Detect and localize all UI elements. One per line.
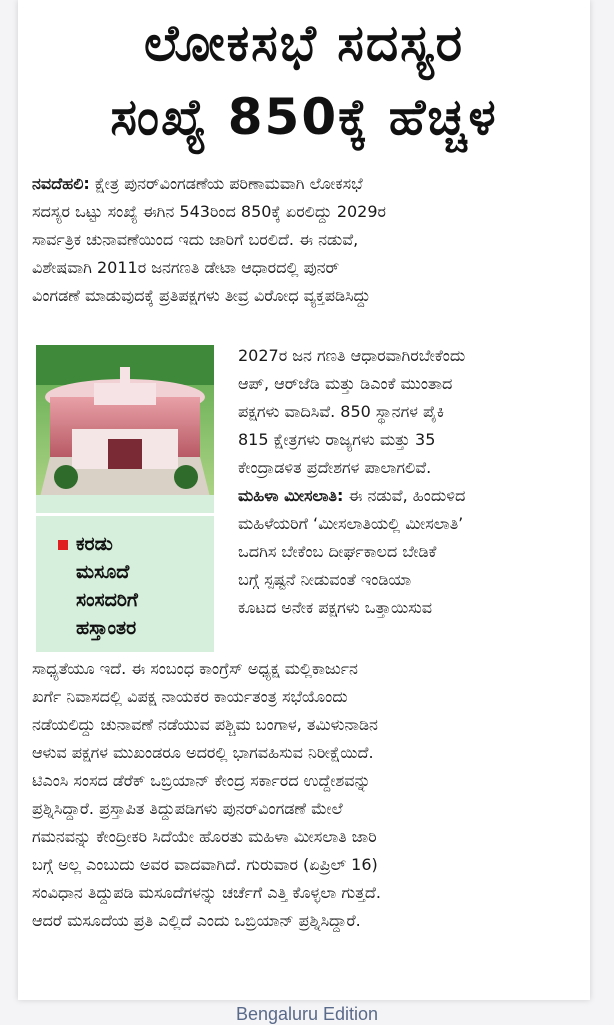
article-line: ಬಗ್ಗೆ ಸ್ಪಷ್ಟನೆ ನೀಡುವಂತೆ ಇಂಡಿಯಾ (238, 570, 412, 589)
article-line: ಆಪ್, ಆರ್‌ಜೆಡಿ ಮತ್ತು ಡಿಎಂಕೆ ಮುಂತಾದ (238, 374, 453, 393)
article-line: ಒದಗಿಸ ಬೇಕೆಂಬ ದೀರ್ಘಕಾಲದ ಬೇಡಿಕೆ (238, 542, 437, 561)
headline-line-2: ಸಂಖ್ಯೆ 850ಕ್ಕೆ ಹೆಚ್ಚಳ (110, 88, 498, 146)
article-line: 2027ರ ಜನ ಗಣತಿ ಆಧಾರವಾಗಿರಬೇಕೆಂದು (238, 346, 466, 365)
article-line: ಕೇಂದ್ರಾಡಳಿತ ಪ್ರದೇಶಗಳ ಪಾಲಾಗಲಿವೆ. (238, 458, 432, 477)
article-line: ಕೂಟದ ಅನೇಕ ಪಕ್ಷಗಳು ಒತ್ತಾಯಿಸುವ (238, 598, 432, 617)
article-line: ಗಮನವನ್ನು ಕೇಂದ್ರೀಕರಿ ಸಿದೆಯೇ ಹೊರತು ಮಹಿಳಾ ಮೀಸಲಾತಿ ಜಾರಿ (32, 827, 377, 846)
article-intro (32, 170, 570, 310)
article-line: ವಿಂಗಡಣೆ ಮಾಡುವುದಕ್ಕೆ ಪ್ರತಿಪಕ್ಷಗಳು ತೀವ್ರ ವಿರೋಧ ವ್ಯಕ್ತಪಡಿಸಿದ್ದು (32, 286, 371, 305)
article-line: ವಿಶೇಷವಾಗಿ 2011ರ ಜನಗಣತಿ ಡೇಟಾ ಆಧಾರದಲ್ಲಿ ಪುನರ್ (32, 258, 340, 277)
article-line: ಸಾರ್ವತ್ರಿಕ ಚುನಾವಣೆಯಿಂದ ಇದು ಜಾರಿಗೆ ಬರಲಿದೆ. ಈ ನಡುವೆ, (32, 230, 359, 249)
dateline: ನವದೆಹಲಿ: (32, 174, 90, 193)
article-line: ನಡೆಯಲಿದ್ದು ಚುನಾವಣೆ ನಡೆಯುವ ಪಶ್ಚಿಮ ಬಂಗಾಳ, ತಮಿಳುನಾಡಿನ (32, 715, 378, 734)
article-line: ಆದರೆ ಮಸೂದೆಯ ಪ್ರತಿ ಎಲ್ಲಿದೆ ಎಂದು ಒಬ್ರಿಯಾನ್ ಪ್ರಶ್ನಿಸಿದ್ದಾರೆ. (32, 911, 361, 930)
callout-text (76, 530, 210, 642)
article-line: ಖರ್ಗೆ ನಿವಾಸದಲ್ಲಿ ವಿಪಕ್ಷ ನಾಯಕರ ಕಾರ್ಯತಂತ್ರ ಸಭೆಯೊಂದು (32, 687, 348, 706)
article-line-text: ಕ್ಷೇತ್ರ ಪುನರ್‌ವಿಂಗಡಣೆಯ ಪರಿಣಾಮವಾಗಿ ಲೋಕಸಭೆ (89, 174, 363, 193)
article-line: ಬಗ್ಗೆ ಅಲ್ಲ ಎಂಬುದು ಅವರ ವಾದವಾಗಿದೆ. ಗುರುವಾರ (ಏಪ್ರಿಲ್ 16) (32, 855, 378, 874)
article-body-bottom (32, 655, 570, 935)
subhead: ಮಹಿಳಾ ಮೀಸಲಾತಿ: (238, 486, 344, 505)
article-line: 815 ಕ್ಷೇತ್ರಗಳು ರಾಜ್ಯಗಳು ಮತ್ತು 35 (238, 430, 436, 449)
callout-line: ಮಸೂದೆ (76, 561, 130, 583)
article-line: ಸದಸ್ಯರ ಒಟ್ಟು ಸಂಖ್ಯೆ ಈಗಿನ 543ರಿಂದ 850ಕ್ಕೆ ಏರಲಿದ್ದು 2029ರ (32, 202, 387, 221)
article-line: ಪ್ರಶ್ನಿಸಿದ್ದಾರೆ. ಪ್ರಸ್ತಾಪಿತ ತಿದ್ದುಪಡಿಗಳು ಪುನರ್‌ವಿಂಗಡಣೆ ಮೇಲೆ (32, 799, 343, 818)
article-line: ಸಾಧ್ಯತೆಯೂ ಇದೆ. ಈ ಸಂಬಂಧ ಕಾಂಗ್ರೆಸ್ ಅಧ್ಯಕ್ಷ ಮಲ್ಲಿಕಾರ್ಜುನ (32, 659, 358, 678)
callout-line: ಸಂಸದರಿಗೆ (76, 589, 138, 611)
article-line: ಆಳುವ ಪಕ್ಷಗಳ ಮುಖಂಡರೂ ಅದರಲ್ಲಿ ಭಾಗವಹಿಸುವ ನಿರೀಕ್ಷೆಯಿದೆ. (32, 743, 374, 762)
newspaper-clipping (18, 0, 590, 1000)
edition-caption: Bengaluru Edition (235, 1004, 379, 1024)
red-bullet-icon (58, 540, 68, 550)
callout-line: ಹಸ್ತಾಂತರ (76, 617, 137, 639)
callout-line: ಕರಡು (76, 533, 113, 555)
article-line: ಮಹಿಳೆಯರಿಗೆ ‘ಮೀಸಲಾತಿಯಲ್ಲಿ ಮೀಸಲಾತಿ’ (238, 514, 464, 533)
article-line: ಪಕ್ಷಗಳು ವಾದಿಸಿವೆ. 850 ಸ್ಥಾನಗಳ ಪೈಕಿ (238, 402, 445, 421)
article-line-text: ಈ ನಡುವೆ, ಹಿಂದುಳಿದ (343, 486, 466, 505)
article-line (238, 482, 572, 510)
article-line: ಟಿಎಂಸಿ ಸಂಸದ ಡೆರೆಕ್ ಒಬ್ರಿಯಾನ್ ಕೇಂದ್ರ ಸರ್ಕಾರದ ಉದ್ದೇಶವನ್ನು (32, 771, 371, 790)
headline (18, 6, 590, 154)
article-line: ಸಂವಿಧಾನ ತಿದ್ದುಪಡಿ ಮಸೂದೆಗಳನ್ನು ಚರ್ಚೆಗೆ ಎತ್ತಿ ಕೊಳ್ಳಲಾ ಗುತ್ತದೆ. (32, 883, 381, 902)
article-right-column (238, 342, 572, 622)
headline-line-1: ಲೋಕಸಭೆ ಸದಸ್ಯರ (143, 14, 465, 72)
parliament-photo (36, 345, 214, 513)
callout-box (36, 516, 214, 652)
article-line (32, 170, 570, 198)
